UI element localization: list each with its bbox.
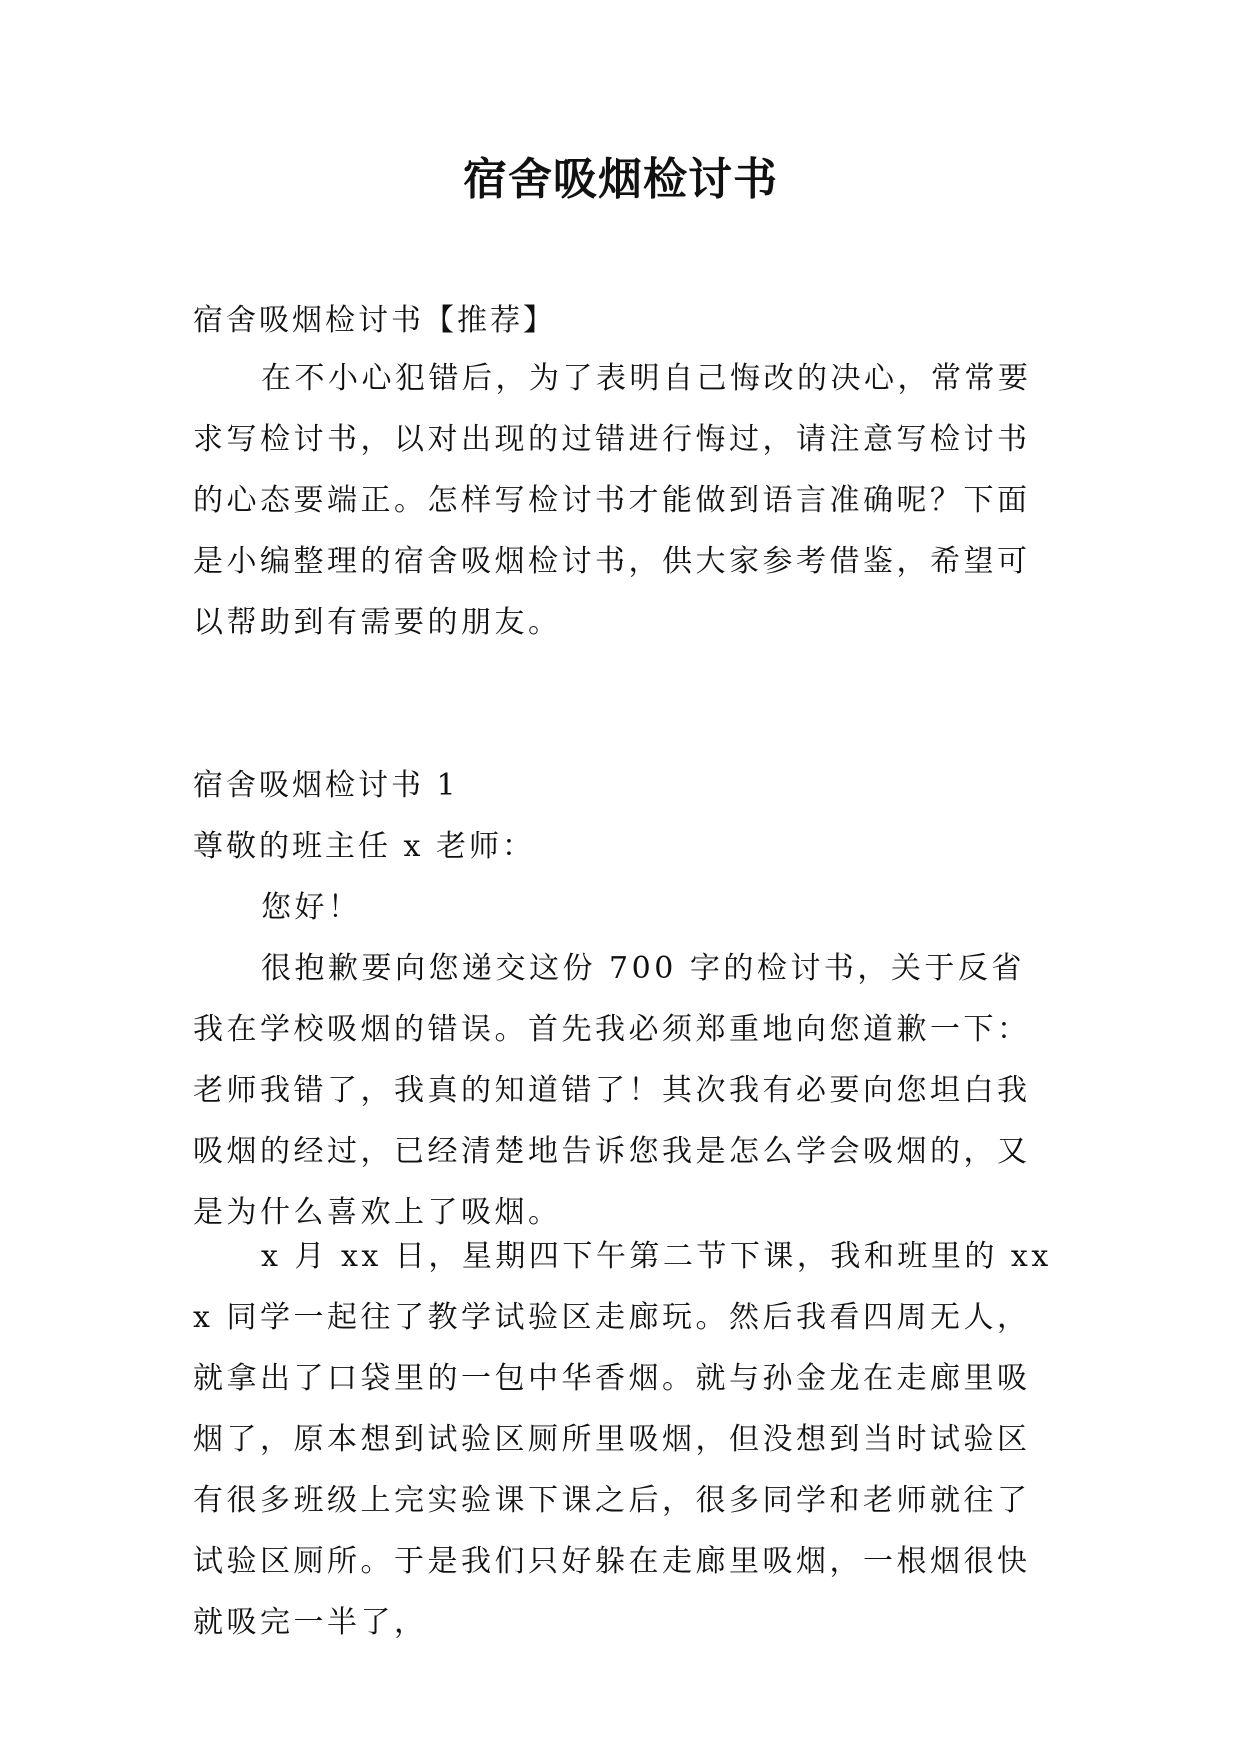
section-heading: 宿舍吸烟检讨书 1 [193,768,459,803]
document-title: 宿舍吸烟检讨书 [463,154,778,205]
body-paragraph-1: 很抱歉要向您递交这份 700 字的检讨书，关于反省我在学校吸烟的错误。首先我必须郑重地向您道歉一下：老师我错了，我真的知道错了！其次我有必要向您坦白我吸烟的经过，已经清楚地告诉您我是怎么学会吸烟的，又是为什么喜欢上了吸烟。 [193,951,1031,1230]
body-paragraph-2: x 月 xx 日，星期四下午第二节下课，我和班里的 xxx 同学一起往了教学试验区走廊玩。然后我看四周无人，就拿出了口袋里的一包中华香烟。就与孙金龙在走廊里吸烟了，原本想到试验区厕所里吸烟，但没想到当时试验区有很多班级上完实验课下课之后，很多同学和老师就往了试验区厕所。于是我们只好躲在走廊里吸烟，一根烟很快就吸完一半了， [193,1239,1052,1640]
salutation: 尊敬的班主任 x 老师： [193,829,535,864]
intro-paragraph: 在不小心犯错后，为了表明自己悔改的决心，常常要求写检讨书，以对出现的过错进行悔过，请注意写检讨书的心态要端正。怎样写检讨书才能做到语言准确呢？下面是小编整理的宿舍吸烟检讨书，供大家参考借鉴，希望可以帮助到有需要的朋友。 [193,361,1032,640]
sub-heading: 宿舍吸烟检讨书【推荐】 [193,303,556,338]
greeting: 您好！ [261,890,362,925]
